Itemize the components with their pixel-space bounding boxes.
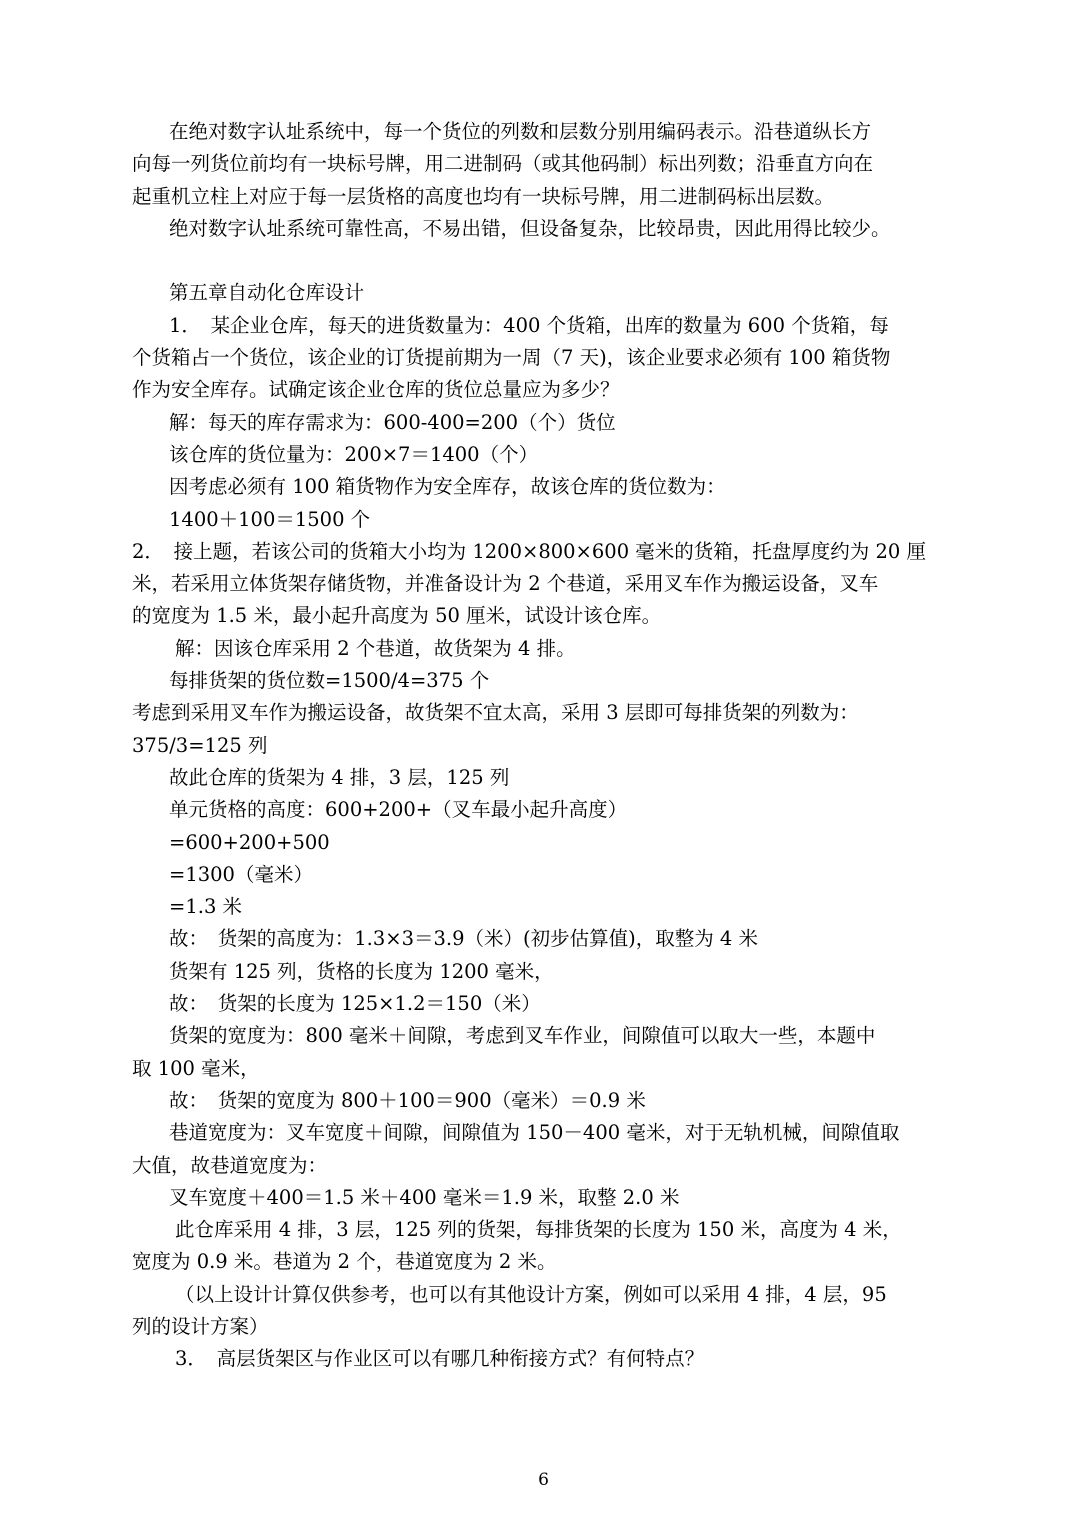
chapter-heading: 第五章自动化仓库设计 [169,281,365,305]
solution-line: 每排货架的货位数=1500/4=375 个 [169,669,490,693]
blank-line [132,245,957,277]
solution-line: 考虑到采用叉车作为搬运设备，故货架不宜太高，采用 3 层即可每排货架的列数为： [132,701,859,725]
note-line: （以上设计计算仅供参考，也可以有其他设计方案，例如可以采用 4 排，4 层，95 [175,1282,887,1306]
paragraph-line: 在绝对数字认址系统中，每一个货位的列数和层数分别用编码表示。沿巷道纵长方 [169,120,872,143]
solution-line: 该仓库的货位量为：200×7＝1400（个） [169,442,539,466]
solution-line: 故： 货架的宽度为 800＋100＝900（毫米）＝0.9 米 [169,1088,646,1112]
solution-line: 因考虑必须有 100 箱货物作为安全库存，故该仓库的货位数为： [169,475,726,499]
solution-line: 叉车宽度＋400＝1.5 米＋400 毫米＝1.9 米，取整 2.0 米 [169,1185,680,1209]
solution-line: 故： 货架的高度为：1.3×3＝3.9（米）(初步估算值)，取整为 4 米 [169,927,759,951]
solution-line: 货架有 125 列，货格的长度为 1200 毫米， [169,959,554,983]
question-1: 1． 某企业仓库，每天的进货数量为：400 个货箱，出库的数量为 600 个货箱，每 [169,313,889,337]
paragraph-line: 作为安全库存。试确定该企业仓库的货位总量应为多少？ [132,378,620,402]
solution-line: 解：因该仓库采用 2 个巷道，故货架为 4 排。 [175,636,576,660]
solution-line: =600+200+500 [169,830,330,854]
solution-line: 故此仓库的货架为 4 排，3 层，125 列 [169,765,510,789]
note-line: 列的设计方案） [132,1314,269,1338]
solution-line: 货架的宽度为：800 毫米＋间隙，考虑到叉车作业，间隙值可以取大一些，本题中 [169,1024,876,1048]
solution-line: 取 100 毫米， [132,1056,260,1080]
solution-line: 宽度为 0.9 米。巷道为 2 个，巷道宽度为 2 米。 [132,1250,557,1274]
question-3: 3． 高层货架区与作业区可以有哪几种衔接方式？有何特点？ [175,1347,705,1371]
paragraph-line: 起重机立柱上对应于每一层货格的高度也均有一块标号牌，用二进制码标出层数。 [132,184,835,208]
paragraph-line: 米，若采用立体货架存储货物，并准备设计为 2 个巷道，采用叉车作为搬运设备，叉车 [132,572,879,596]
page-number: 6 [538,1470,549,1490]
paragraph-line: 向每一列货位前均有一块标号牌，用二进制码（或其他码制）标出列数；沿垂直方向在 [132,152,874,176]
paragraph-line: 个货箱占一个货位，该企业的订货提前期为一周（7 天)，该企业要求必须有 100 箱货物 [132,346,891,370]
solution-line: 巷道宽度为：叉车宽度＋间隙，间隙值为 150－400 毫米，对于无轨机械，间隙值取 [169,1121,900,1145]
solution-line: 375/3=125 列 [132,733,268,757]
solution-line: 1400＋100＝1500 个 [169,507,371,531]
solution-line: =1.3 米 [169,895,243,919]
page-body [132,116,957,1376]
paragraph-line: 绝对数字认址系统可靠性高，不易出错，但设备复杂，比较昂贵，因此用得比较少。 [169,216,891,240]
question-2: 2． 接上题，若该公司的货箱大小均为 1200×800×600 毫米的货箱，托盘厚度约为 20 厘 [132,539,927,563]
solution-line: 解：每天的库存需求为：600-400=200（个）货位 [169,410,616,434]
paragraph-line: 的宽度为 1.5 米，最小起升高度为 50 厘米，试设计该仓库。 [132,604,662,628]
solution-line: 此仓库采用 4 排，3 层，125 列的货架，每排货架的长度为 150 米，高度为 4 米， [175,1218,902,1242]
solution-line: 单元货格的高度：600+200+（叉车最小起升高度） [169,798,628,822]
solution-line: =1300（毫米） [169,862,313,886]
solution-line: 大值，故巷道宽度为： [132,1153,328,1177]
solution-line: 故： 货架的长度为 125×1.2＝150（米） [169,992,541,1016]
